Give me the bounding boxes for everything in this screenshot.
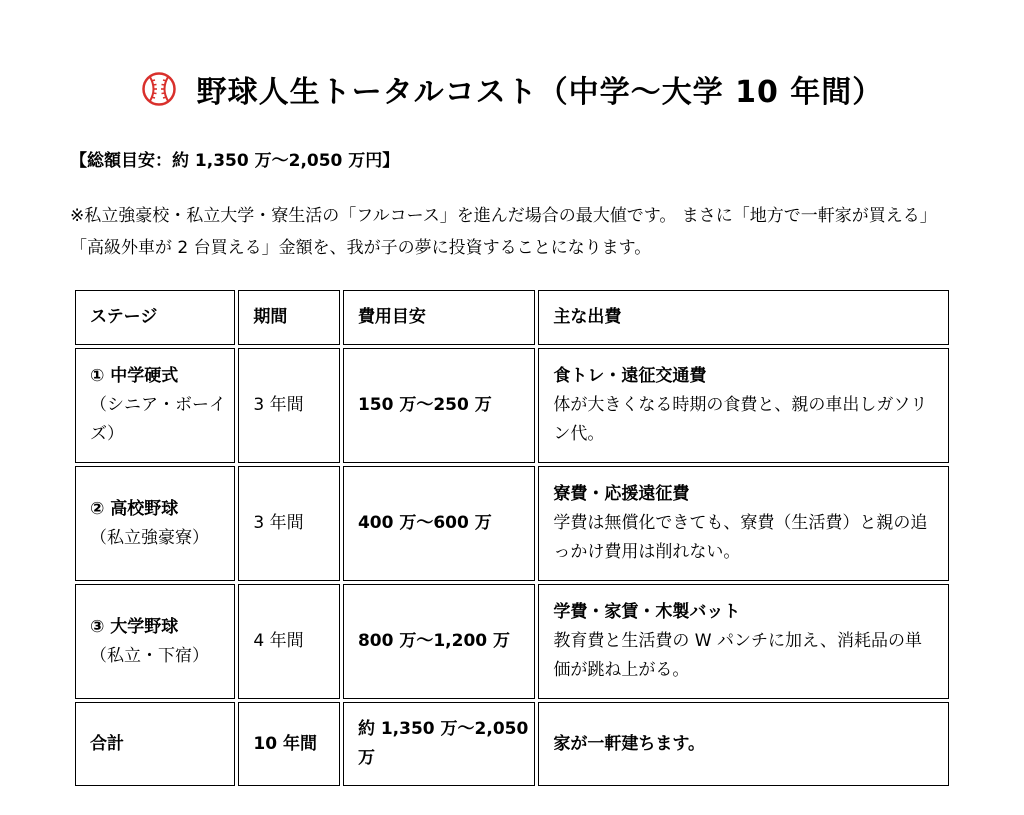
stage-name: ③ 大学野球	[90, 616, 179, 637]
expense-cell	[538, 584, 949, 699]
stage-sub: （私立強豪寮）	[90, 527, 209, 548]
header-cost: 費用目安	[343, 290, 535, 345]
expense-cell	[538, 348, 949, 463]
baseball-icon	[141, 71, 177, 107]
expense-text: 体が大きくなる時期の食費と、親の車出しガソリン代。	[553, 395, 928, 444]
expense-cell	[538, 466, 949, 581]
period-cell: 3 年間	[238, 466, 340, 581]
period-cell: 3 年間	[238, 348, 340, 463]
expense-title: 学費・家賃・木製バット	[553, 602, 741, 622]
header-period: 期間	[238, 290, 340, 345]
stage-sub: （私立・下宿）	[90, 645, 209, 666]
stage-sub: （シニア・ボーイズ）	[90, 395, 226, 444]
stage-name: ① 中学硬式	[90, 366, 179, 386]
expense-title: 寮費・応援遠征費	[553, 484, 690, 504]
cost-cell: 400 万〜600 万	[343, 466, 535, 581]
stage-cell	[75, 584, 235, 699]
expense-text: 教育費と生活費の W パンチに加え、消耗品の単価が跳ね上がる。	[553, 631, 923, 680]
stage-cell	[75, 348, 235, 463]
expense-text: 学費は無償化できても、寮費（生活費）と親の追っかけ費用は削れない。	[553, 513, 928, 562]
total-text: 家が一軒建ちます。	[538, 702, 949, 786]
header-stage: ステージ	[75, 290, 235, 345]
stage-name: ② 高校野球	[90, 498, 179, 519]
table-row	[75, 584, 949, 699]
note-paragraph: ※私立強豪校・私立大学・寮生活の「フルコース」を進んだ場合の最大値です。 まさに「地方で一軒家が買える」「高級外車が 2 台買える」金額を、我が子の夢に投資することになります。	[70, 206, 937, 258]
cost-cell: 150 万〜250 万	[343, 348, 535, 463]
header-expense: 主な出費	[538, 290, 949, 345]
table-header-row	[75, 290, 949, 345]
total-period: 10 年間	[238, 702, 340, 786]
table-row	[75, 466, 949, 581]
total-label: 合計	[75, 702, 235, 786]
expense-title: 食トレ・遠征交通費	[553, 366, 707, 386]
cost-table	[72, 287, 952, 789]
table-total-row	[75, 702, 949, 786]
title-row	[0, 64, 1024, 114]
period-cell: 4 年間	[238, 584, 340, 699]
stage-cell	[75, 466, 235, 581]
total-estimate: 【総額目安：約 1,350 万〜2,050 万円】	[70, 151, 400, 171]
table-row	[75, 348, 949, 463]
page-title: 野球人生トータルコスト（中学〜大学 10 年間）	[196, 75, 884, 110]
total-cost: 約 1,350 万〜2,050 万	[343, 702, 535, 786]
cost-cell: 800 万〜1,200 万	[343, 584, 535, 699]
